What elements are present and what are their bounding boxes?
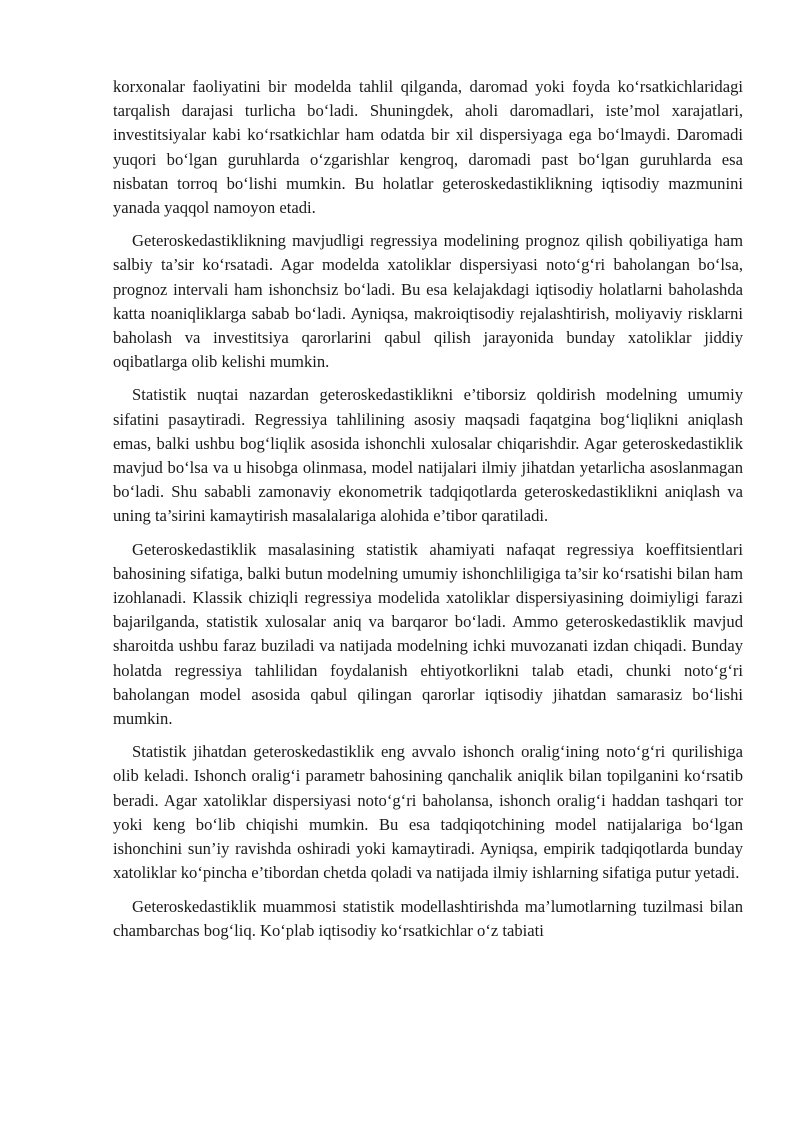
paragraph: Geteroskedastiklikning mavjudligi regressiya modelining prognoz qilish qobiliyatiga ham salbiy ta’sir ko‘rsatadi. Agar modelda xatoliklar dispersiyasi noto‘g‘ri baholangan bo‘lsa, prognoz intervali ham ishonchsiz bo‘ladi. Bu esa kelajakdagi iqtisodiy holatlarni baholashda katta noaniqliklarga sabab bo‘ladi. Ayniqsa, makroiqtisodiy rejalashtirish, moliyaviy risklarni baholash va investitsiya qarorlarini qabul qilish jarayonida bunday xatoliklar jiddiy oqibatlarga olib kelishi mumkin. [113,231,743,372]
paragraph: Geteroskedastiklik masalasining statistik ahamiyati nafaqat regressiya koeffitsientlari bahosining sifatiga, balki butun modelning umumiy ishonchliligiga ta’sir ko‘rsatishi bilan ham izohlanadi. Klassik chiziqli regressiya modelida xatoliklar dispersiyasining doimiyligi farazi bajarilganda, statistik xulosalar aniq va barqaror bo‘ladi. Ammo geteroskedastiklik mavjud sharoitda ushbu faraz buziladi va natijada modelning ichki muvozanati izdan chiqadi. Bunday holatda regressiya tahlilidan foydalanish ehtiyotkorlikni talab etadi, chunki noto‘g‘ri baholangan model asosida qabul qilingan qarorlar iqtisodiy jihatdan samarasiz bo‘lishi mumkin. [113,539,743,729]
paragraph: korxonalar faoliyatini bir modelda tahlil qilganda, daromad yoki foyda ko‘rsatkichlaridagi tarqalish darajasi turlicha bo‘ladi. Shuningdek, aholi daromadlari, iste’mol xarajatlari, investitsiyalar kabi ko‘rsatkichlar ham odatda bir xil dispersiyaga ega bo‘lmaydi. Daromadi yuqori bo‘lgan guruhlarda o‘zgarishlar kengroq, daromadi past bo‘lgan guruhlarda esa nisbatan torroq bo‘lishi mumkin. Bu holatlar geteroskedastiklikning iqtisodiy mazmunini yanada yaqqol namoyon etadi. [113,77,743,218]
document-page [113,75,743,952]
paragraph: Statistik jihatdan geteroskedastiklik eng avvalo ishonch oralig‘ining noto‘g‘ri qurilishiga olib keladi. Ishonch oralig‘i parametr bahosining qanchalik aniqlik bilan topilganini ko‘rsatib beradi. Agar xatoliklar dispersiyasi noto‘g‘ri baholansa, ishonch oralig‘i haddan tashqari tor yoki keng bo‘lib chiqishi mumkin. Bu esa tadqiqotchining model natijalariga bo‘lgan ishonchini sun’iy ravishda oshiradi yoki kamaytiradi. Ayniqsa, empirik tadqiqotlarda bunday xatoliklar ko‘pincha e’tibordan chetda qoladi va natijada ilmiy ishlarning sifatiga putur yetadi. [113,742,743,883]
paragraph: Geteroskedastiklik muammosi statistik modellashtirishda ma’lumotlarning tuzilmasi bilan chambarchas bog‘liq. Ko‘plab iqtisodiy ko‘rsatkichlar o‘z tabiati [113,896,743,940]
paragraph: Statistik nuqtai nazardan geteroskedastiklikni e’tiborsiz qoldirish modelning umumiy sifatini pasaytiradi. Regressiya tahlilining asosiy maqsadi faqatgina bog‘liqlikni aniqlash emas, balki ushbu bog‘liqlik asosida ishonchli xulosalar chiqarishdir. Agar geteroskedastiklik mavjud bo‘lsa va u hisobga olinmasa, model natijalari ilmiy jihatdan yetarlicha asoslanmagan bo‘ladi. Shu sababli zamonaviy ekonometrik tadqiqotlarda geteroskedastiklikni aniqlash va uning ta’sirini kamaytirish masalalariga alohida e’tibor qaratiladi. [113,385,743,526]
